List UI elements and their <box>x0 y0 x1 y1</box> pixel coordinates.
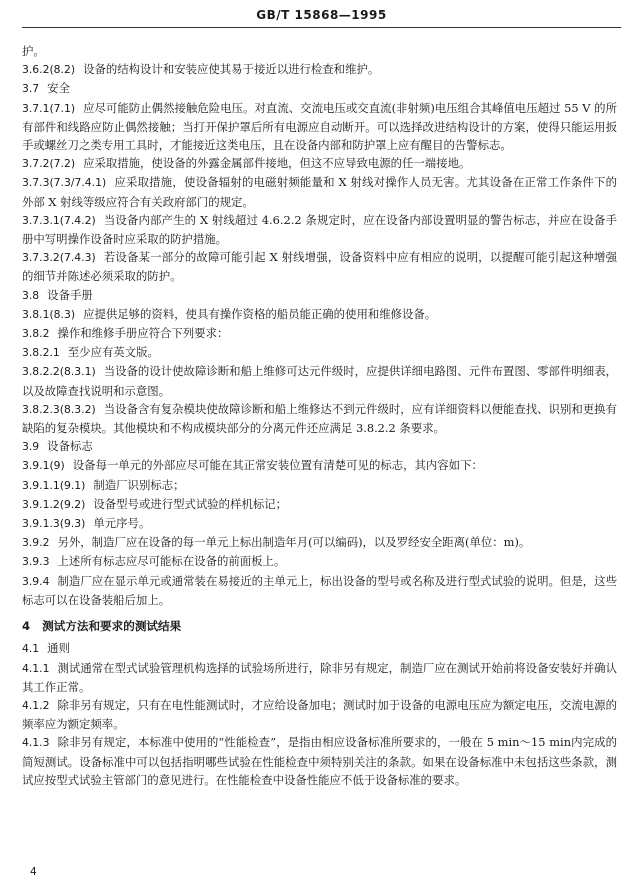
section-number: 3.8 <box>22 288 40 302</box>
clause-number: 3.8.2.1 <box>22 346 60 360</box>
header-divider <box>22 27 621 28</box>
section-3-7-heading <box>22 79 617 98</box>
clause-3-9-4 <box>22 572 617 609</box>
clause-number: 3.8.2.3(8.3.2) <box>22 402 96 416</box>
clause-text: 当设备内部产生的 X 射线超过 4.6.2.2 条规定时，应在设备内部设置明显的警告标志，并应在设备手册中写明操作设备时应采取的防护措施。 <box>22 212 617 247</box>
clause-3-8-2-1 <box>22 343 617 362</box>
chapter-title: 测试方法和要求的测试结果 <box>42 619 182 634</box>
chapter-number: 4 <box>22 619 31 634</box>
page-header: GB/T 15868—1995 <box>256 8 387 22</box>
clause-number: 3.8.2.2(8.3.1) <box>22 365 96 379</box>
clause-text: 应提供足够的资料，使具有操作资格的船员能正确的使用和维修设备。 <box>83 306 437 321</box>
clause-number: 3.7.3.1(7.4.2) <box>22 213 96 227</box>
clause-number: 3.8.2 <box>22 327 50 341</box>
clause-number: 3.7.2(7.2) <box>22 157 76 171</box>
clause-number: 3.9.1.3(9.3) <box>22 517 86 531</box>
clause-text: 应采取措施，使设备辐射的电磁射频能量和 X 射线对操作人员无害。尤其设备在正常工作条件下的外部 X 射线等级应符合有关政府部门的规定。 <box>22 175 617 209</box>
clause-3-6-2 <box>22 60 617 79</box>
clause-3-9-1-2 <box>22 495 617 514</box>
clause-3-9-1 <box>22 456 617 475</box>
clause-text: 当设备的设计使故障诊断和船上维修可达元件级时，应提供详细电路图、元件布置图、零部件明细表，以及故障查找说明和示意图。 <box>22 364 617 398</box>
clause-number: 4.1.1 <box>22 661 50 675</box>
clause-text: 若设备某一部分的故障可能引起 X 射线增强，设备资料中应有相应的说明，以提醒可能引起这种增强的细节并陈述必须采取的防护。 <box>22 250 617 284</box>
clause-text: 制造厂识别标志； <box>93 477 185 492</box>
section-title: 设备手册 <box>47 287 93 302</box>
clause-text: 应尽可能防止偶然接触危险电压。对直流、交流电压或交直流(非射频)电压组合其峰值电压超过 55 V 的所有部件和线路应防止偶然接触；当打开保护罩后所有电源应自动断开。可以选择改进结构设计的方案，使得只能运用扳手或螺丝刀之类专用工具时，才能接近这类电压，且在设备内部和防护罩上应有醒目的告警标志。 <box>22 100 617 153</box>
clause-3-7-1 <box>22 99 617 155</box>
section-number: 3.9 <box>22 440 40 454</box>
section-3-8-heading <box>22 286 617 305</box>
clause-3-9-3 <box>22 552 617 571</box>
clause-number: 3.8.1(8.3) <box>22 307 76 321</box>
section-title: 设备标志 <box>47 439 93 454</box>
clause-number: 3.9.4 <box>22 574 50 588</box>
page-body <box>22 42 617 789</box>
clause-number: 3.9.3 <box>22 555 50 569</box>
clause-number: 3.9.1(9) <box>22 459 65 473</box>
section-number: 4.1 <box>22 642 40 656</box>
clause-number: 3.9.1.1(9.1) <box>22 478 86 492</box>
clause-4-1-1 <box>22 659 617 696</box>
clause-text: 应采取措施，使设备的外露金属部件接地，但这不应导致电源的任一端接地。 <box>83 156 471 171</box>
clause-text: 设备每一单元的外部应尽可能在其正常安装位置有清楚可见的标志，其内容如下： <box>72 458 483 473</box>
clause-number: 3.7.3(7.3/7.4.1) <box>22 176 107 190</box>
page-number: 4 <box>30 866 37 878</box>
clause-3-7-3-2 <box>22 248 617 285</box>
clause-text: 制造厂应在显示单元或通常装在易接近的主单元上，标出设备的型号或名称及进行型式试验的说明。但是，这些标志可以在设备装船后加上。 <box>22 573 617 607</box>
clause-number: 3.9.2 <box>22 536 50 550</box>
chapter-4-heading <box>22 617 617 635</box>
clause-number: 3.7.3.2(7.4.3) <box>22 251 96 265</box>
clause-3-9-1-1 <box>22 476 617 495</box>
section-title: 通则 <box>47 641 70 656</box>
clause-text: 另外，制造厂应在设备的每一单元上标出制造年月(可以编码)，以及罗经安全距离(单位：m)。 <box>57 535 531 550</box>
clause-3-8-2 <box>22 324 617 343</box>
section-title: 安全 <box>47 81 70 96</box>
clause-number: 4.1.3 <box>22 736 50 750</box>
clause-3-7-3 <box>22 173 617 210</box>
continued-text: 护。 <box>22 44 45 58</box>
clause-text: 至少应有英文版。 <box>67 345 159 360</box>
clause-3-7-2 <box>22 154 617 173</box>
section-4-1-heading <box>22 639 617 658</box>
clause-number: 3.7.1(7.1) <box>22 101 76 115</box>
clause-3-8-2-3 <box>22 400 617 437</box>
clause-text: 上述所有标志应尽可能标在设备的前面板上。 <box>57 554 286 569</box>
clause-text: 设备型号或进行型式试验的样机标记； <box>93 496 288 511</box>
clause-3-7-3-1 <box>22 211 617 248</box>
clause-text: 单元序号。 <box>93 516 151 531</box>
clause-number: 3.9.1.2(9.2) <box>22 497 86 511</box>
clause-4-1-2 <box>22 696 617 733</box>
clause-number: 4.1.2 <box>22 698 50 712</box>
clause-text: 测试通常在型式试验管理机构选择的试验场所进行，除非另有规定，制造厂应在测试开始前将设备安装好并确认其工作正常。 <box>22 660 617 694</box>
clause-3-9-2 <box>22 533 617 552</box>
clause-3-8-2-2 <box>22 362 617 399</box>
clause-text: 除非另有规定，本标准中使用的“性能检查”，是指由相应设备标准所要求的，一般在 5 min～15 min内完成的简短测试。设备标准中可以包括指明哪些试验在性能检查中须特别关注的条款。如果在设备标准中未包括这些条款，测试应按型式试验主管部门的意见进行。在性能检查中设备性能应不低于设备标准的要求。 <box>22 735 617 787</box>
clause-text: 设备的结构设计和安装应使其易于接近以进行检查和维护。 <box>83 62 380 77</box>
clause-3-9-1-3 <box>22 514 617 533</box>
section-number: 3.7 <box>22 82 40 96</box>
clause-text: 当设备含有复杂模块使故障诊断和船上维修达不到元件级时，应有详细资料以便能查找、识别和更换有缺陷的复杂模块。其他模块和不构成模块部分的分离元件还应满足 3.8.2.2 条要求。 <box>22 401 617 436</box>
section-3-9-heading <box>22 437 617 456</box>
clause-number: 3.6.2(8.2) <box>22 63 76 77</box>
clause-text: 操作和维修手册应符合下列要求： <box>57 326 229 341</box>
clause-4-1-3 <box>22 733 617 789</box>
clause-text: 除非另有规定，只有在电性能测试时，才应给设备加电；测试时加于设备的电源电压应为额定电压，交流电源的频率应为额定频率。 <box>22 697 617 732</box>
clause-3-8-1 <box>22 305 617 324</box>
